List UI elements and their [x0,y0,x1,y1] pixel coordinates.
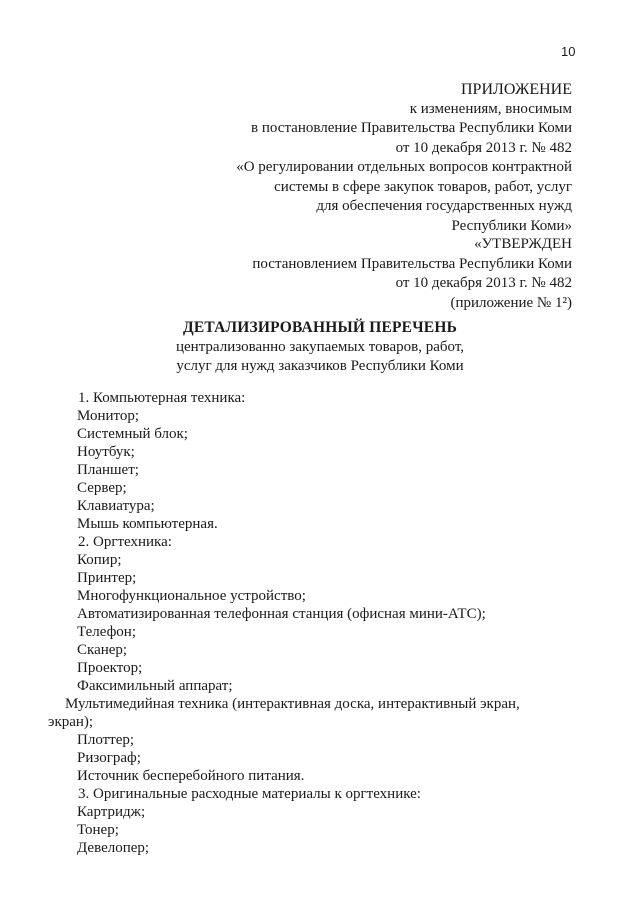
appendix-line: системы в сфере закупок товаров, работ, услуг [274,178,572,195]
list-item: Принтер; [77,570,137,586]
document-title: ДЕТАЛИЗИРОВАННЫЙ ПЕРЕЧЕНЬ [182,319,458,336]
list-item: Сканер; [77,642,128,658]
list-item: Телефон; [77,624,136,640]
list-item: Картридж; [77,804,146,820]
list-item: Источник бесперебойного питания. [77,768,305,784]
list-item: Автоматизированная телефонная станция (офисная мини-АТС); [77,606,486,622]
approved-line: постановлением Правительства Республики Коми [252,255,572,272]
appendix-line: «О регулировании отдельных вопросов контрактной [236,159,572,175]
appendix-line: в постановление Правительства Республики Коми [251,120,572,136]
list-item: Ноутбук; [77,444,135,460]
list-item: Девелопер; [77,840,150,856]
document-subtitle: централизованно закупаемых товаров, работ, [175,338,464,355]
list-section: 2. Оргтехника: [78,534,172,550]
approval-stamp-text [252,235,572,313]
list-item: Факсимильный аппарат; [77,678,233,694]
document-heading [120,318,520,377]
approved-line: (приложение № 1²) [450,294,572,311]
appendix-line: к изменениям, вносимым [409,100,572,117]
list-section: 1. Компьютерная техника: [78,390,246,406]
appendix-line: для обеспечения государственных нужд [316,198,572,214]
list-item: Системный блок; [77,426,188,442]
list-item: Многофункциональное устройство; [77,588,306,604]
appendix-header [236,80,572,236]
list-item: Тонер; [77,822,119,838]
page-number: 10 [561,44,576,59]
list-item: Монитор; [77,408,140,424]
list-item: Сервер; [77,480,127,496]
goods-list [48,389,578,857]
appendix-title: ПРИЛОЖЕНИЕ [460,81,572,98]
list-item: Мышь компьютерная. [77,516,218,532]
list-item: Плоттер; [77,732,135,748]
list-item: Планшет; [77,462,139,478]
list-item: Копир; [77,552,122,568]
list-item-continuation: экран); [48,714,94,730]
list-item: Мультимедийная техника (интерактивная доска, интерактивный экран, [65,696,520,712]
approved-title: «УТВЕРЖДЕН [474,236,572,252]
list-item: Ризограф; [77,750,141,766]
appendix-line: от 10 декабря 2013 г. № 482 [395,139,572,156]
approved-line: от 10 декабря 2013 г. № 482 [395,275,572,291]
list-item: Проектор; [77,660,143,676]
document-subtitle: услуг для нужд заказчиков Республики Коми [176,358,464,374]
appendix-line: Республики Коми» [451,217,572,234]
list-section: 3. Оригинальные расходные материалы к оргтехнике: [78,786,421,802]
list-item: Клавиатура; [77,498,155,514]
